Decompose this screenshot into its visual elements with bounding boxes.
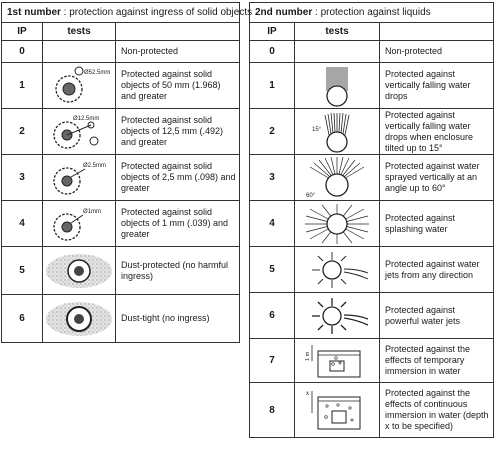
immersion-depth-label: 1 m: [305, 351, 311, 361]
ip-code: 4: [2, 201, 43, 247]
solid-2mm-icon: [47, 157, 111, 199]
continuous-immersion-icon: [302, 387, 372, 433]
ip-description: Protected against water jets from any direction: [380, 247, 494, 293]
ip-code: 7: [250, 339, 295, 383]
ip-code: 2: [2, 109, 43, 155]
tilted-drops-icon: [307, 111, 367, 153]
ip-description: Dust-tight (no ingress): [116, 295, 240, 343]
test-cell: [43, 201, 116, 247]
ip-description: Protected against vertically falling water drops when enclosure tilted up to 15°: [380, 109, 494, 155]
temporary-immersion-icon: [302, 341, 372, 381]
test-cell: [43, 247, 116, 295]
ip-code: 3: [250, 155, 295, 201]
test-cell: [295, 293, 380, 339]
test-cell: [43, 109, 116, 155]
table-row: [250, 247, 494, 293]
test-cell: [295, 41, 380, 63]
test-cell: [295, 201, 380, 247]
test-cell: [43, 63, 116, 109]
liquids-tests-header: tests: [295, 23, 380, 41]
powerful-jets-icon: [302, 295, 372, 337]
ip-code: 2: [250, 109, 295, 155]
ip-code: 1: [2, 63, 43, 109]
table-row: [2, 247, 240, 295]
liquids-desc-header: [380, 23, 494, 41]
tilt-angle-label: 15°: [312, 126, 322, 133]
ip-description: Protected against the effects of temporary immersion in water: [380, 339, 494, 383]
test-cell: [295, 383, 380, 438]
ip-description: Protected against solid objects of 1 mm (.039) and greater: [116, 201, 240, 247]
solids-table: [1, 2, 253, 343]
splash-icon: [302, 203, 372, 245]
test-cell: [295, 63, 380, 109]
ip-code: 4: [250, 201, 295, 247]
ip-code: 5: [250, 247, 295, 293]
spray-60-icon: [302, 157, 372, 199]
table-row: [2, 295, 240, 343]
probe-diameter-label: Ø52.5mm: [84, 69, 111, 76]
liquids-title: 2nd number : protection against liquids: [250, 3, 494, 23]
test-cell: [295, 247, 380, 293]
table-row: [250, 155, 494, 201]
ip-description: Non-protected: [380, 41, 494, 63]
vertical-drops-icon: [307, 65, 367, 107]
table-row: [2, 41, 240, 63]
table-row: [250, 109, 494, 155]
table-row: [250, 339, 494, 383]
test-cell: [295, 339, 380, 383]
table-row: [2, 63, 240, 109]
solids-title: 1st number : protection against ingress of solid objects: [2, 3, 240, 23]
ip-code: 6: [2, 295, 43, 343]
probe-diameter-label: Ø1mm: [83, 208, 101, 215]
ip-description: Protected against splashing water: [380, 201, 494, 247]
spray-angle-label: 60°: [306, 192, 316, 199]
dust-tight-icon: [44, 299, 114, 339]
probe-diameter-label: Ø12.5mm: [73, 115, 100, 122]
water-jets-icon: [302, 249, 372, 291]
ip-code: 0: [250, 41, 295, 63]
ip-description: Protected against the effects of continuous immersion in water (depth x to be specified): [380, 383, 494, 438]
test-cell: [43, 41, 116, 63]
liquids-ip-header: IP: [250, 23, 295, 41]
solid-1mm-icon: [47, 203, 111, 245]
solid-50mm-icon: [47, 65, 111, 107]
table-row: [2, 201, 240, 247]
table-row: [250, 63, 494, 109]
test-cell: [43, 295, 116, 343]
ip-description: Non-protected: [116, 41, 240, 63]
table-row: [250, 201, 494, 247]
table-row: [250, 41, 494, 63]
probe-diameter-label: Ø2.5mm: [83, 162, 107, 169]
solid-12mm-icon: [47, 111, 111, 153]
test-cell: [295, 109, 380, 155]
ip-code: 0: [2, 41, 43, 63]
test-cell: [295, 155, 380, 201]
ip-code: 3: [2, 155, 43, 201]
ip-description: Protected against water sprayed vertically at an angle up to 60°: [380, 155, 494, 201]
ip-description: Protected against solid objects of 50 mm (1.968) and greater: [116, 63, 240, 109]
table-row: [2, 155, 240, 201]
ip-description: Protected against vertically falling water drops: [380, 63, 494, 109]
ip-code: 8: [250, 383, 295, 438]
liquids-table: [249, 2, 494, 438]
immersion-depth-label: x: [306, 391, 309, 397]
solids-desc-header: [116, 23, 240, 41]
ip-code: 5: [2, 247, 43, 295]
solids-tests-header: tests: [43, 23, 116, 41]
ip-description: Dust-protected (no harmful ingress): [116, 247, 240, 295]
table-row: [250, 293, 494, 339]
ip-description: Protected against powerful water jets: [380, 293, 494, 339]
ip-code: 1: [250, 63, 295, 109]
test-cell: [43, 155, 116, 201]
ip-code: 6: [250, 293, 295, 339]
table-row: [2, 109, 240, 155]
ip-description: Protected against solid objects of 2,5 mm (.098) and greater: [116, 155, 240, 201]
dust-protected-icon: [44, 251, 114, 291]
table-row: [250, 383, 494, 438]
ip-description: Protected against solid objects of 12,5 mm (.492) and greater: [116, 109, 240, 155]
solids-ip-header: IP: [2, 23, 43, 41]
